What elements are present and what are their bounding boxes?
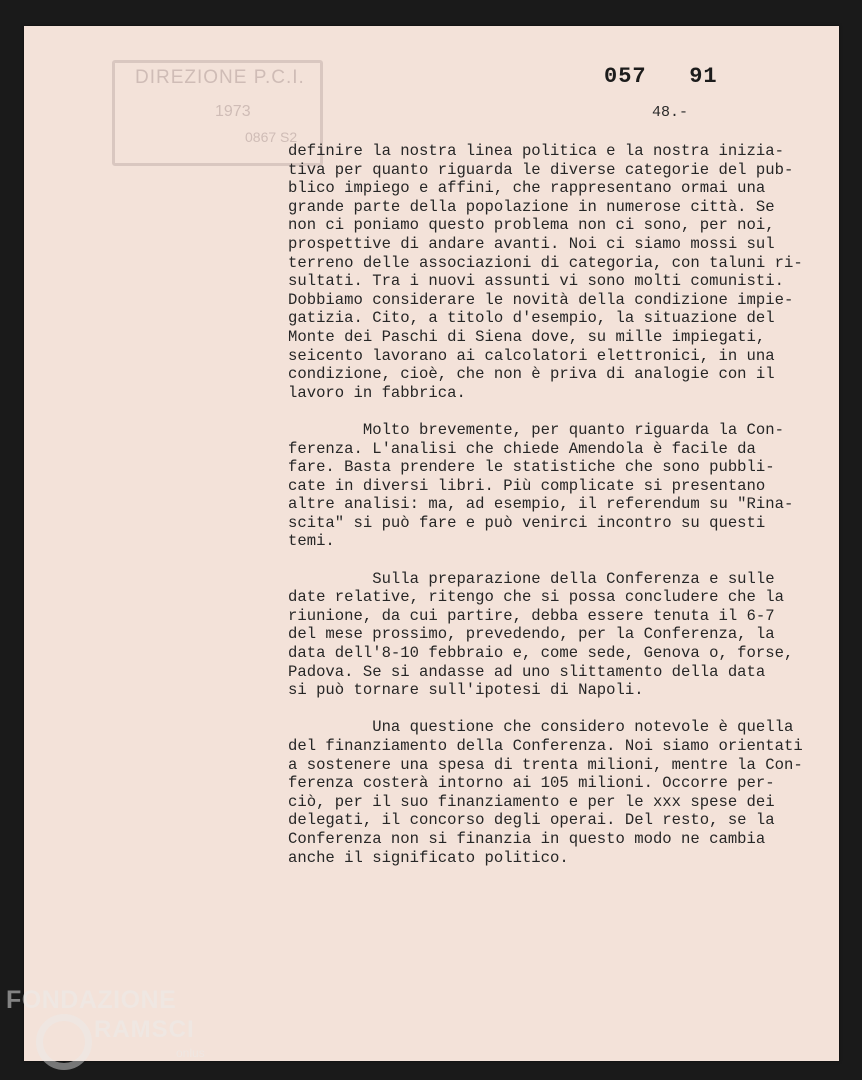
text-line: seicento lavorano ai calcolatori elettronici, in una <box>288 346 775 365</box>
text-line: lavoro in fabbrica. <box>288 383 466 402</box>
text-line: scita" si può fare e può venirci incontro su questi <box>288 513 766 532</box>
text-line: fare. Basta prendere le statistiche che sono pubbli- <box>288 458 775 477</box>
text-line: prospettive di andare avanti. Noi ci siamo mossi sul <box>288 234 775 253</box>
text-line: grande parte della popolazione in numerose città. Se <box>288 197 775 216</box>
text-line: blico impiego e affini, che rappresentano ormai una <box>288 179 766 198</box>
text-line: Monte dei Paschi di Siena dove, su mille impiegati, <box>288 327 766 346</box>
text-line: del finanziamento della Conferenza. Noi siamo orientati <box>288 737 803 755</box>
text-line: Conferenza non si finanzia in questo modo ne cambia <box>288 829 766 848</box>
stamp-org: DIREZIONE P.C.I. <box>135 67 305 88</box>
text-line: riunione, da cui partire, debba essere tenuta il 6-7 <box>288 606 775 625</box>
watermark-line1: FONDAZIONE <box>6 986 177 1014</box>
paragraph <box>288 718 828 867</box>
text-line: Sulla preparazione della Conferenza e sulle <box>288 569 775 588</box>
text-line: ciò, per il suo finanziamento e per le xxx spese dei <box>288 792 775 811</box>
text-line: sultati. Tra i nuovi assunti vi sono molti comunisti. <box>288 272 784 291</box>
text-line: definire la nostra linea politica e la nostra inizia- <box>288 142 784 160</box>
stamp-year: 1973 <box>215 103 251 120</box>
watermark-g-mark <box>36 1014 92 1070</box>
text-line: gatizia. Cito, a titolo d'esempio, la situazione del <box>288 309 775 328</box>
text-line: Padova. Se si andasse ad uno slittamento della data <box>288 662 766 681</box>
text-line: cate in diversi libri. Più complicate si presentano <box>288 476 766 495</box>
watermark-line2: RAMSCI <box>94 1016 195 1043</box>
text-line: altre analisi: ma, ad esempio, il referendum su "Rina- <box>288 495 794 514</box>
text-line: condizione, cioè, che non è priva di analogie con il <box>288 365 775 384</box>
text-line: si può tornare sull'ipotesi di Napoli. <box>288 681 644 700</box>
paragraph <box>288 570 828 700</box>
text-line: ferenza. L'analisi che chiede Amendola è facile da <box>288 439 756 458</box>
text-line: del mese prossimo, prevedendo, per la Conferenza, la <box>288 625 775 644</box>
document-page <box>24 26 839 1061</box>
text-line: Una questione che considero notevole è quella <box>288 718 794 737</box>
text-line: non ci poniamo questo problema non ci sono, per noi, <box>288 216 775 235</box>
body-text <box>288 142 828 886</box>
text-line: tiva per quanto riguarda le diverse categorie del pub- <box>288 160 794 179</box>
text-line: delegati, il concorso degli operai. Del resto, se la <box>288 811 775 830</box>
text-line: anche il significato politico. <box>288 848 569 867</box>
text-line: Molto brevemente, per quanto riguarda la Con- <box>288 420 784 439</box>
stamp-ref: 0867 S2 <box>245 129 298 145</box>
document-number: 057 91 <box>604 64 718 89</box>
text-line: terreno delle associazioni di categoria, con taluni ri- <box>288 253 803 272</box>
text-line: Dobbiamo considerare le novità della condizione impie- <box>288 290 794 309</box>
text-line: date relative, ritengo che si possa concludere che la <box>288 588 784 607</box>
text-line: a sostenere una spesa di trenta milioni, mentre la Con- <box>288 755 803 774</box>
watermark-line3: onlus <box>176 1046 205 1060</box>
text-line: temi. <box>288 532 335 551</box>
paragraph <box>288 421 828 551</box>
paragraph <box>288 142 828 402</box>
page-number: 48.- <box>652 104 689 121</box>
text-line: data dell'8-10 febbraio e, come sede, Genova o, forse, <box>288 644 794 663</box>
text-line: ferenza costerà intorno ai 105 milioni. Occorre per- <box>288 774 775 793</box>
